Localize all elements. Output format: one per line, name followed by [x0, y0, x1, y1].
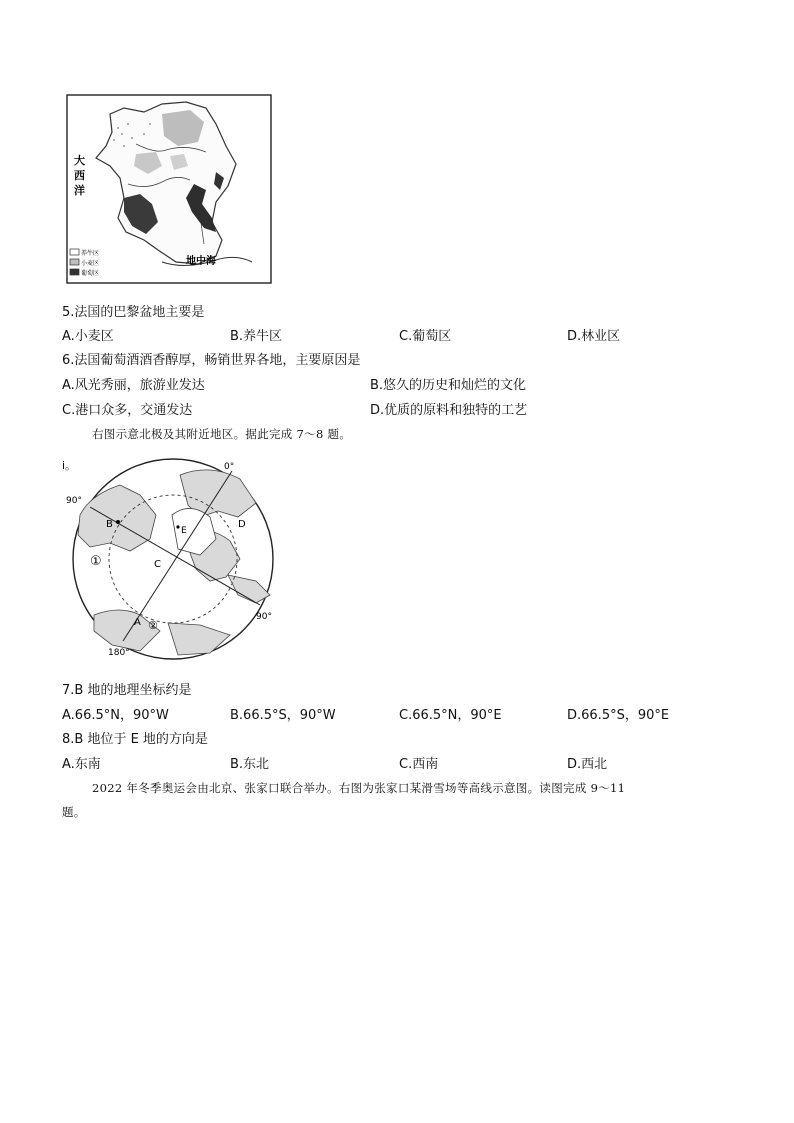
france-map-figure: [66, 94, 272, 284]
q8-option-a[interactable]: A.东南: [62, 757, 101, 772]
legend-item: 葡萄区: [81, 270, 100, 277]
q6-stem: 6.法国葡萄酒酒香醇厚，畅销世界各地，主要原因是: [62, 353, 361, 368]
point-b: B: [106, 519, 113, 530]
meridian-label-180: 180°: [108, 648, 130, 658]
sea-label: 地中海: [186, 256, 216, 267]
arctic-map: [60, 455, 290, 665]
meridian-label-90e: 90°: [256, 612, 272, 622]
q6-option-c[interactable]: C.港口众多，交通发达: [62, 403, 193, 418]
point-c: C: [154, 559, 161, 570]
q8-option-d[interactable]: D.西北: [567, 757, 608, 772]
point-e: E: [181, 526, 187, 536]
point-d: D: [238, 519, 246, 530]
region-2: ②: [148, 619, 158, 632]
q6-option-b[interactable]: B.悠久的历史和灿烂的文化: [370, 378, 527, 393]
q7-stem: 7.B 地的地理坐标约是: [62, 683, 192, 698]
q5-option-a[interactable]: A.小麦区: [62, 329, 114, 344]
q6-option-d[interactable]: D.优质的原料和独特的工艺: [370, 403, 528, 418]
q5-option-c[interactable]: C.葡萄区: [399, 329, 452, 344]
q5-option-d[interactable]: D.林业区: [567, 329, 621, 344]
intro-9-11-line2: 题。: [62, 805, 86, 819]
q8-stem: 8.B 地位于 E 地的方向是: [62, 732, 208, 747]
france-map: [66, 94, 272, 284]
ocean-label: 洋: [74, 184, 85, 197]
q8-option-b[interactable]: B.东北: [230, 757, 270, 772]
legend-item: 养牛区: [81, 250, 100, 257]
arctic-map-figure: [60, 455, 290, 665]
q8-option-c[interactable]: C.西南: [399, 757, 439, 772]
q5-stem: 5.法国的巴黎盆地主要是: [62, 305, 205, 320]
q6-option-a[interactable]: A.风光秀丽，旅游业发达: [62, 378, 205, 393]
intro-7-8: 右图示意北极及其附近地区。据此完成 7～8 题。: [92, 427, 352, 441]
intro-9-11-line1: 2022 年冬季奥运会由北京、张家口联合举办。右图为张家口某滑雪场等高线示意图。读图完成 9～11: [92, 781, 626, 795]
point-a: A: [134, 617, 141, 628]
legend-item: 小麦区: [81, 260, 100, 267]
ocean-label: 西: [74, 169, 85, 182]
meridian-label-0: 0°: [224, 462, 235, 472]
map-legend: [70, 249, 99, 277]
q7-option-b[interactable]: B.66.5°S，90°W: [230, 708, 336, 723]
q7-option-a[interactable]: A.66.5°N，90°W: [62, 708, 169, 723]
region-1: ①: [90, 554, 102, 569]
ocean-label: 大: [74, 154, 85, 167]
q5-option-b[interactable]: B.养牛区: [230, 329, 283, 344]
q7-option-d[interactable]: D.66.5°S，90°E: [567, 708, 670, 723]
q7-option-c[interactable]: C.66.5°N，90°E: [399, 708, 502, 723]
corner-mark: i。: [62, 459, 77, 472]
meridian-label-90w: 90°: [66, 496, 82, 506]
